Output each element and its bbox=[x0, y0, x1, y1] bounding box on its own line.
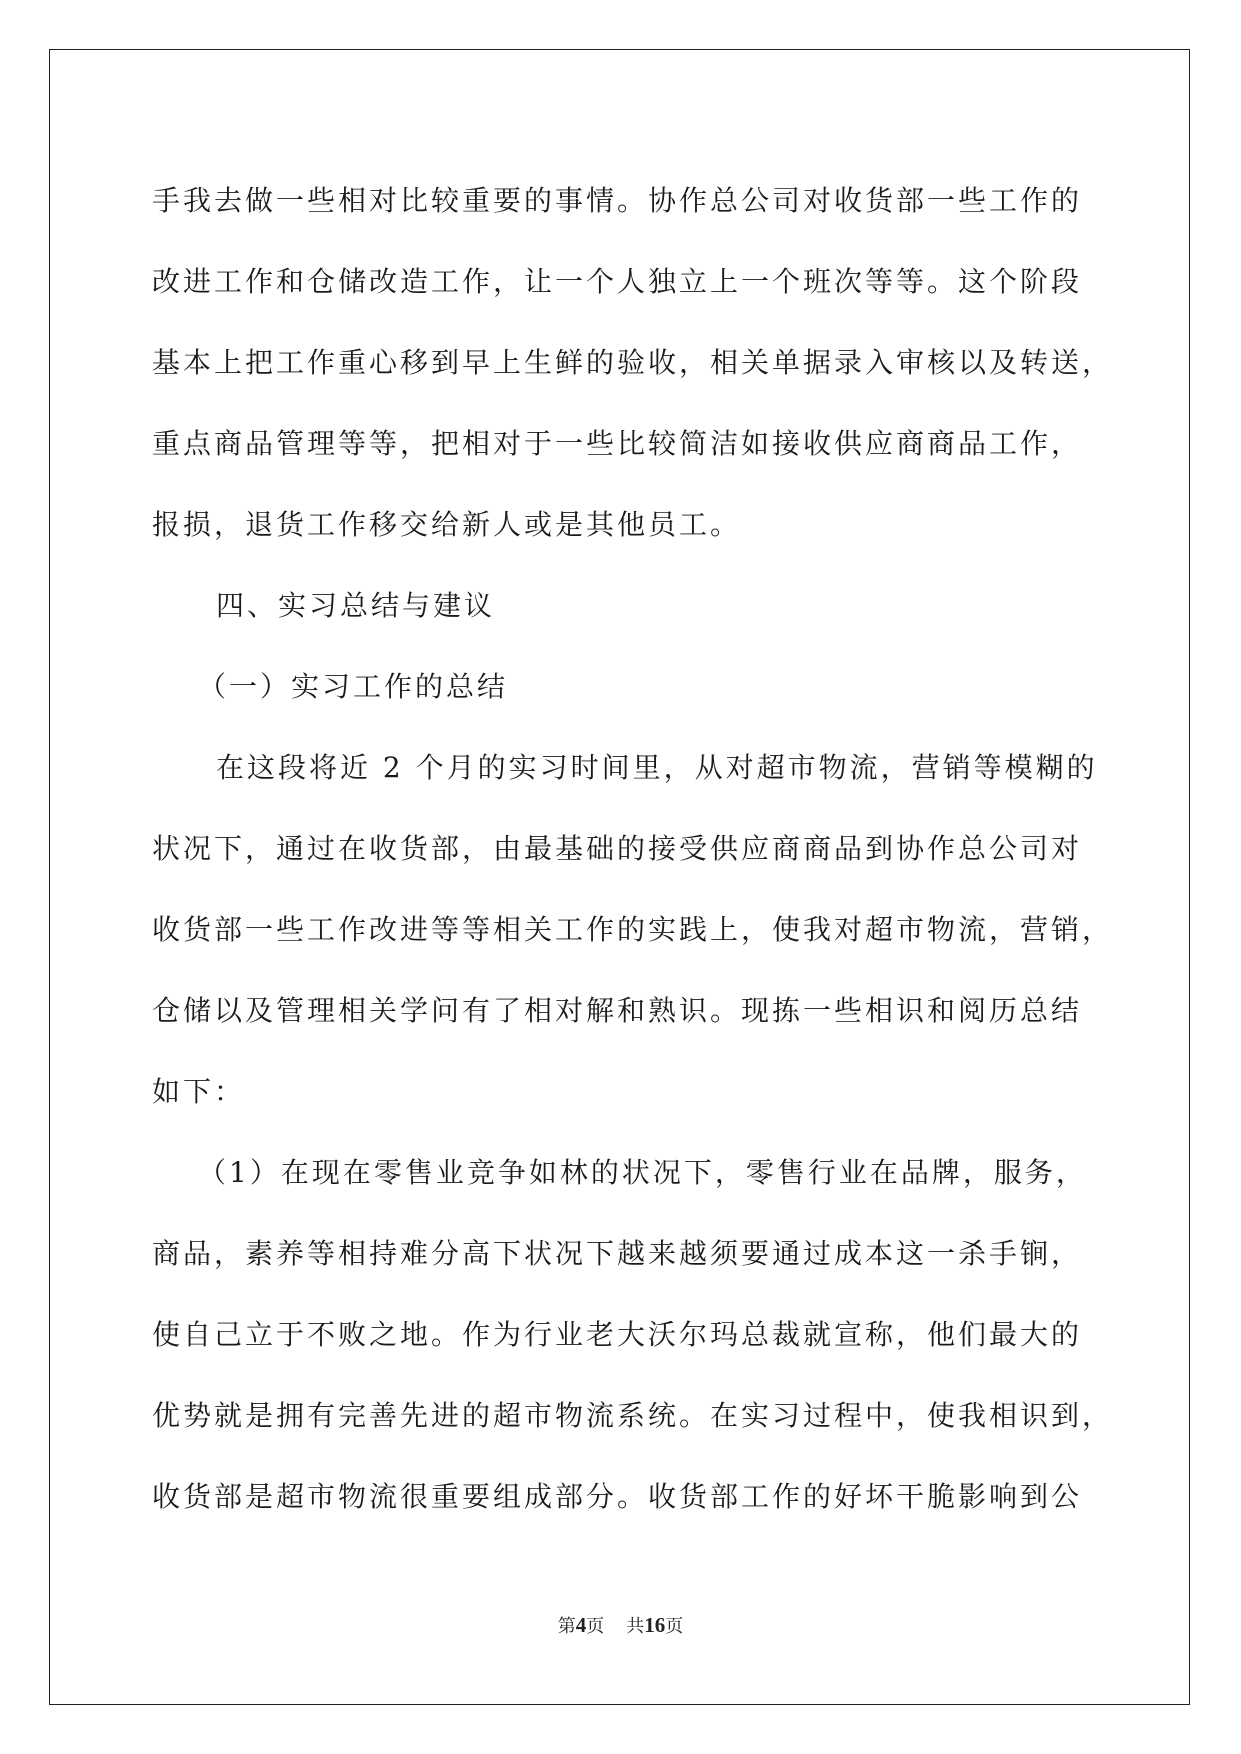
subsection-heading: （一）实习工作的总结 bbox=[198, 670, 509, 703]
body-line-1: 手我去做一些相对比较重要的事情。协作总公司对收货部一些工作的 bbox=[152, 184, 1083, 217]
body-line-14: 商品，素养等相持难分高下状况下越来越须要通过成本这一杀手锏， bbox=[152, 1237, 1083, 1270]
footer-total-pages: 16 bbox=[644, 1613, 666, 1637]
body-line-11: 仓储以及管理相关学问有了相对解和熟识。现拣一些相识和阅历总结 bbox=[152, 994, 1083, 1027]
list-item-1-start: （1）在现在零售业竞争如林的状况下，零售行业在品牌，服务， bbox=[198, 1156, 1087, 1189]
body-line-15: 使自己立于不败之地。作为行业老大沃尔玛总裁就宣称，他们最大的 bbox=[152, 1318, 1083, 1351]
body-line-10: 收货部一些工作改进等等相关工作的实践上，使我对超市物流，营销， bbox=[152, 913, 1114, 946]
page-footer bbox=[0, 1612, 1241, 1638]
body-line-8: 在这段将近 2 个月的实习时间里，从对超市物流，营销等模糊的 bbox=[216, 751, 1098, 784]
document-body bbox=[152, 160, 1114, 1537]
body-line-3: 基本上把工作重心移到早上生鲜的验收，相关单据录入审核以及转送， bbox=[152, 346, 1114, 379]
body-line-17: 收货部是超市物流很重要组成部分。收货部工作的好坏干脆影响到公 bbox=[152, 1480, 1083, 1513]
footer-total-suffix: 页 bbox=[665, 1616, 684, 1637]
body-line-5: 报损，退货工作移交给新人或是其他员工。 bbox=[152, 508, 742, 541]
body-line-9: 状况下，通过在收货部，由最基础的接受供应商商品到协作总公司对 bbox=[152, 832, 1083, 865]
footer-page-prefix: 第 bbox=[557, 1616, 576, 1637]
footer-total-prefix: 共 bbox=[626, 1616, 645, 1637]
body-line-4: 重点商品管理等等，把相对于一些比较简洁如接收供应商商品工作， bbox=[152, 427, 1083, 460]
body-line-12: 如下： bbox=[152, 1075, 246, 1108]
body-line-16: 优势就是拥有完善先进的超市物流系统。在实习过程中，使我相识到， bbox=[152, 1399, 1114, 1432]
body-line-2: 改进工作和仓储改造工作，让一个人独立上一个班次等等。这个阶段 bbox=[152, 265, 1083, 298]
section-heading: 四、实习总结与建议 bbox=[216, 589, 496, 622]
footer-page-suffix: 页 bbox=[586, 1616, 605, 1637]
footer-page-number: 4 bbox=[575, 1613, 587, 1637]
